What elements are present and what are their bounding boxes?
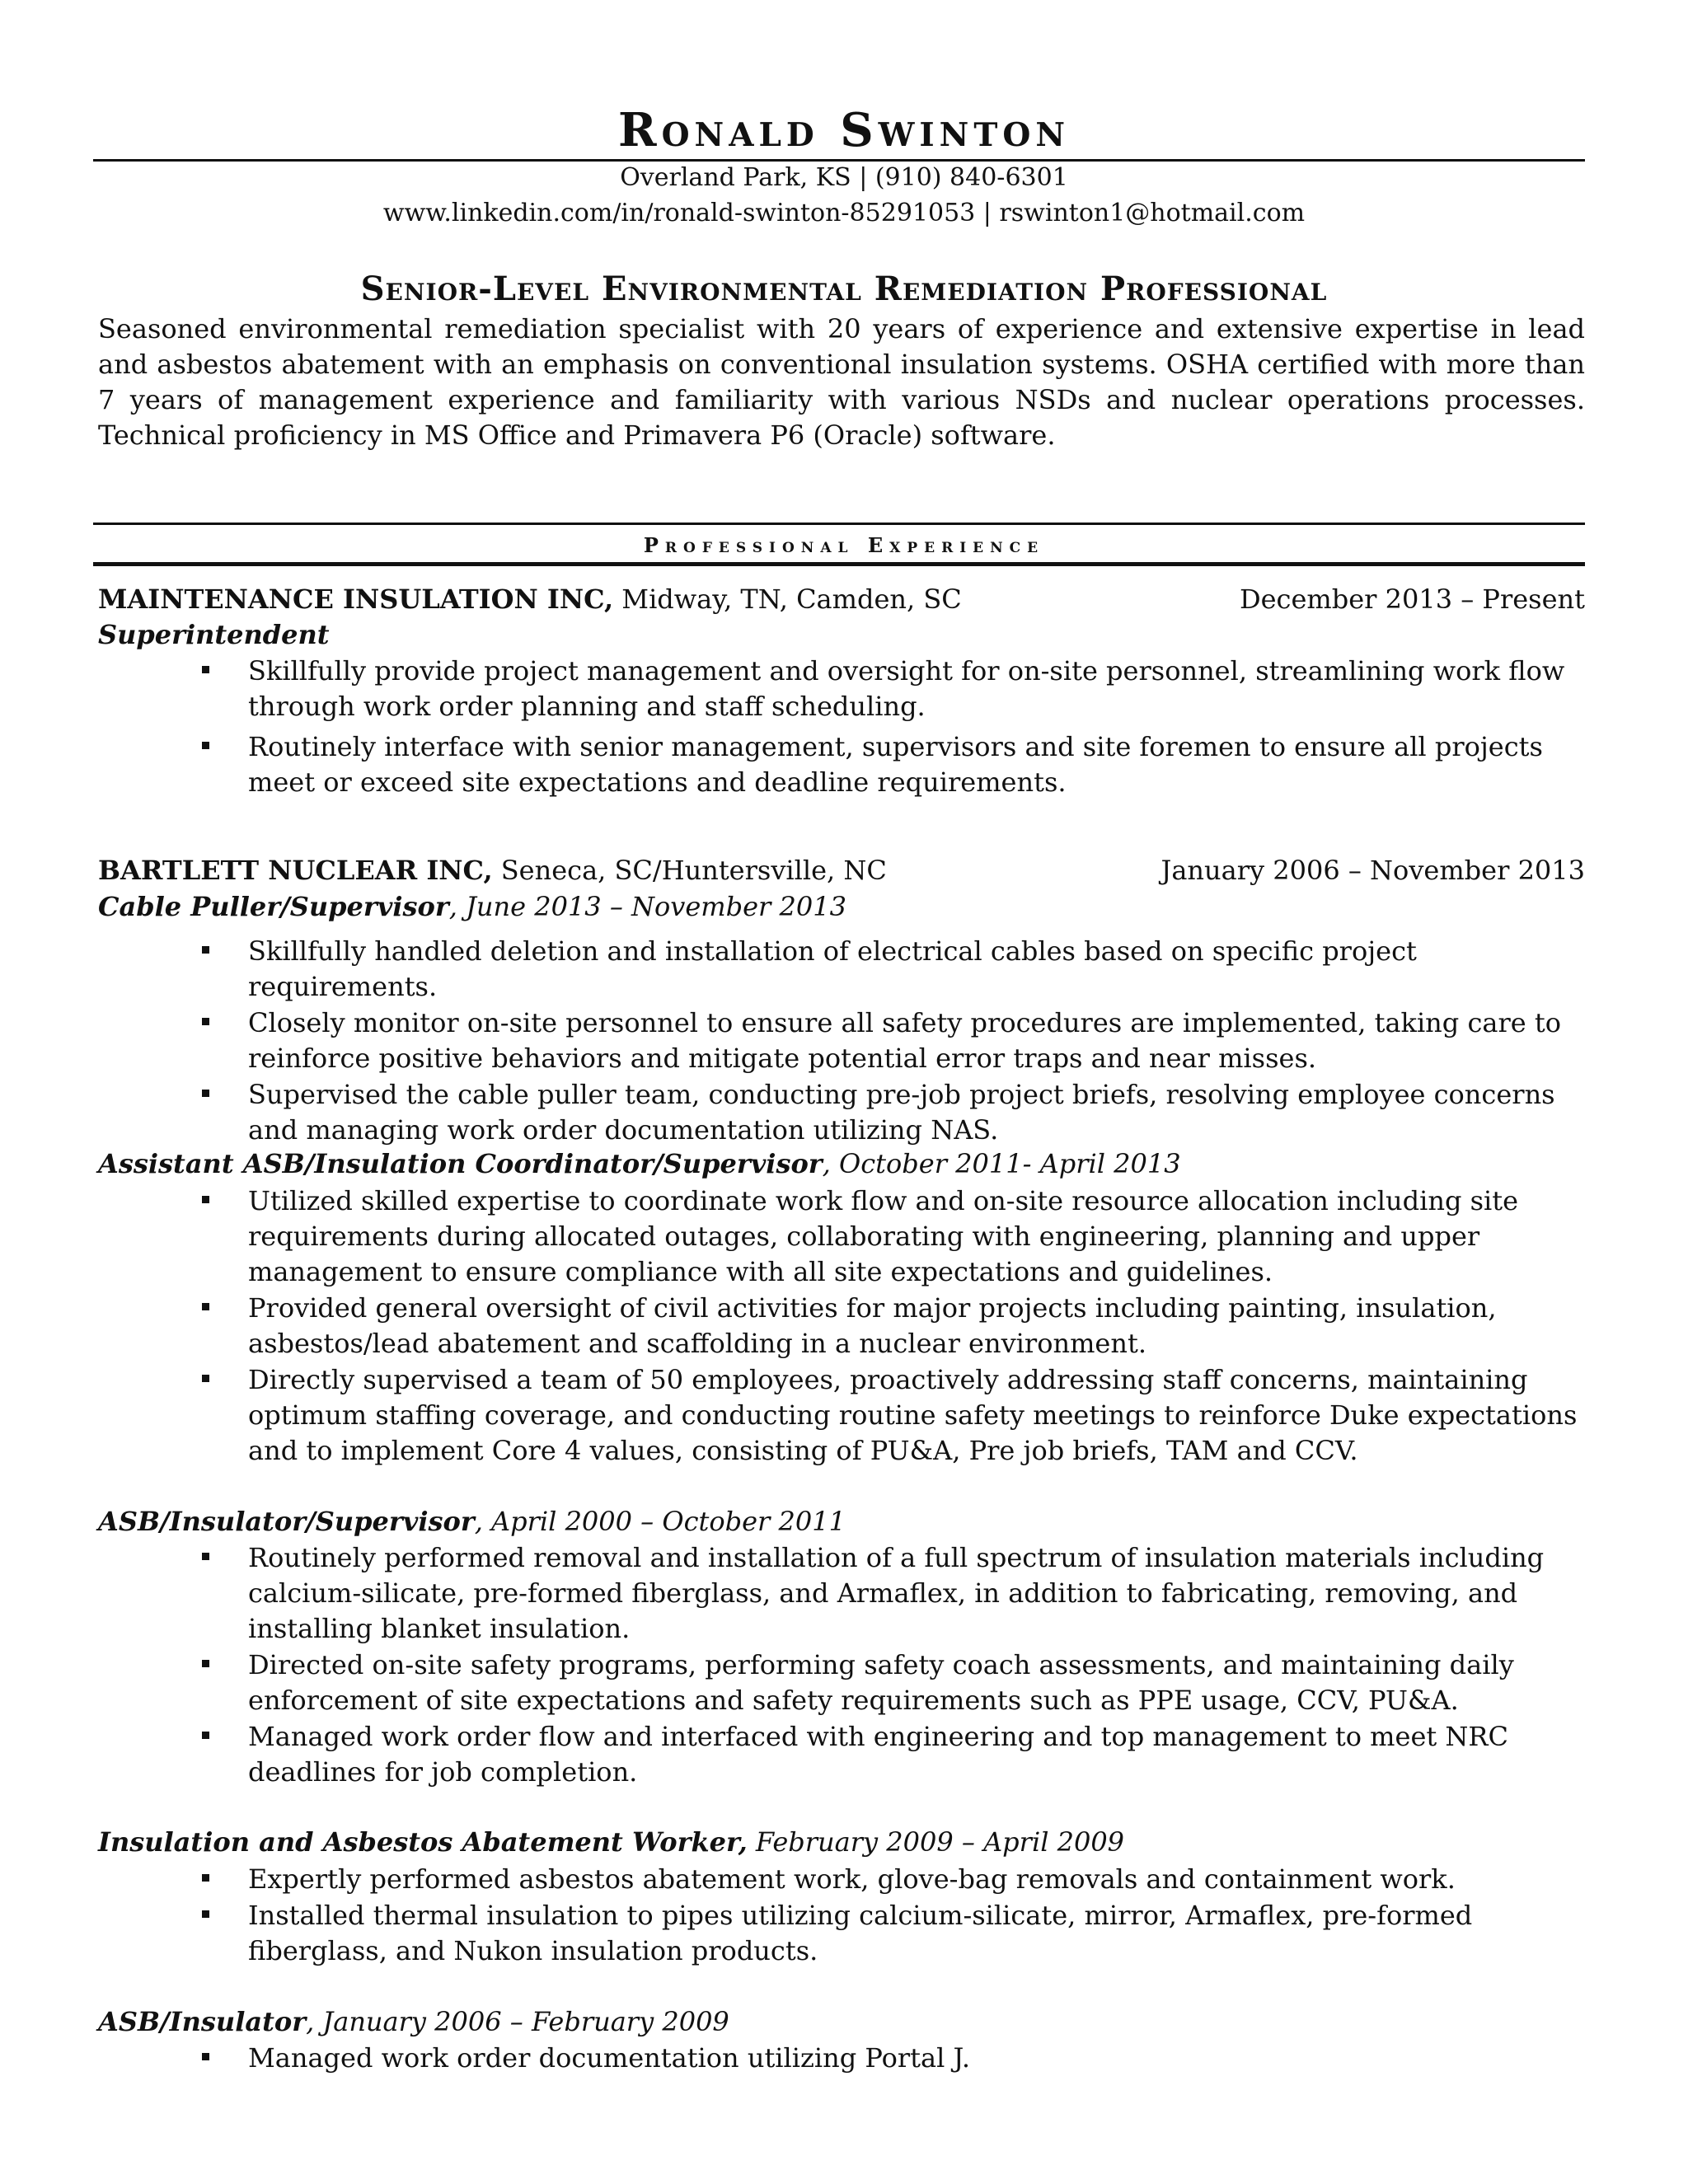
company-location: Seneca, SC/Huntersville, NC: [492, 855, 887, 886]
summary-paragraph: Seasoned environmental remediation specialist with 20 years of experience and extensive expertise in lead and asbestos abatement with an emphasis on conventional insulation systems. OSHA certified with more than 7 years of management experience and familiarity with various NSDs and nuclear operations processes. Technical proficiency in MS Office and Primavera P6 (Oracle) software.: [98, 313, 1585, 451]
list-item: Installed thermal insulation to pipes utilizing calcium-silicate, mirror, Armaflex, pre-formed fiberglass, and Nukon insulation products.: [248, 1898, 1587, 1969]
company-location: Midway, TN, Camden, SC: [613, 583, 962, 615]
role-name: Assistant ASB/Insulation Coordinator/Supervisor: [98, 1148, 823, 1179]
role-period: , June 2013 – November 2013: [448, 891, 846, 922]
job-header: [98, 853, 1585, 888]
role-title: [98, 889, 1585, 925]
bullet-list: [202, 2041, 1587, 2076]
list-item: Skillfully provide project management and oversight for on-site personnel, streamlining work flow through work order planning and staff scheduling.: [248, 654, 1587, 724]
job-dates: January 2006 – November 2013: [1160, 855, 1585, 886]
bullet-list: [202, 654, 1587, 800]
bullet-list: [202, 934, 1587, 1148]
role-period: , October 2011- April 2013: [822, 1148, 1181, 1179]
role-title: [98, 1146, 1585, 1182]
list-item: Routinely interface with senior management, supervisors and site foremen to ensure all projects meet or exceed site expectations and deadline requirements.: [248, 729, 1587, 800]
bullet-list: [202, 1183, 1587, 1469]
role-title: [98, 1504, 1585, 1540]
role-period: February 2009 – April 2009: [747, 1826, 1125, 1858]
company-name: MAINTENANCE INSULATION INC,: [98, 583, 614, 615]
list-item: Closely monitor on-site personnel to ensure all safety procedures are implemented, taking care to reinforce positive behaviors and mitigate potential error traps and near misses.: [248, 1005, 1587, 1076]
contact-line-location-phone: Overland Park, KS | (910) 840-6301: [620, 163, 1068, 192]
candidate-name: Ronald Swinton: [618, 103, 1070, 157]
role-name: Cable Puller/Supervisor: [98, 891, 449, 922]
section-rule-top: [93, 523, 1585, 525]
list-item: Utilized skilled expertise to coordinate work flow and on-site resource allocation including site requirements during allocated outages, collaborating with engineering, planning and upper management to ensure compliance with all site expectations and guidelines.: [248, 1183, 1587, 1290]
list-item: Supervised the cable puller team, conducting pre-job project briefs, resolving employee concerns and managing work order documentation utilizing NAS.: [248, 1077, 1587, 1148]
section-rule-bottom: [93, 562, 1585, 566]
role-title: [98, 617, 1585, 653]
list-item: Routinely performed removal and installation of a full spectrum of insulation materials including calcium-silicate, pre-formed fiberglass, and Armaflex, in addition to fabricating, removing, and installing blanket insulation.: [248, 1540, 1587, 1647]
job-header: [98, 582, 1585, 617]
role-name: Insulation and Asbestos Abatement Worker,: [98, 1826, 748, 1858]
role-period: , January 2006 – February 2009: [306, 2006, 729, 2037]
list-item: Managed work order flow and interfaced with engineering and top management to meet NRC deadlines for job completion.: [248, 1719, 1587, 1790]
list-item: Managed work order documentation utilizing Portal J.: [248, 2041, 1587, 2076]
job-dates: December 2013 – Present: [1239, 583, 1585, 615]
headline: Senior-Level Environmental Remediation Professional: [360, 269, 1328, 308]
header-divider: [93, 159, 1585, 162]
list-item: Directed on-site safety programs, performing safety coach assessments, and maintaining daily enforcement of site expectations and safety requirements such as PPE usage, CCV, PU&A.: [248, 1647, 1587, 1718]
list-item: Expertly performed asbestos abatement work, glove-bag removals and containment work.: [248, 1862, 1587, 1897]
list-item: Directly supervised a team of 50 employees, proactively addressing staff concerns, maintaining optimum staffing coverage, and conducting routine safety meetings to reinforce Duke expectations and to implement Core 4 values, consisting of PU&A, Pre job briefs, TAM and CCV.: [248, 1362, 1587, 1469]
section-title-experience: Professional Experience: [643, 533, 1045, 557]
company-name: BARTLETT NUCLEAR INC,: [98, 855, 493, 886]
contact-line-linkedin-email: www.linkedin.com/in/ronald-swinton-85291053 | rswinton1@hotmail.com: [382, 199, 1306, 227]
bullet-list: [202, 1540, 1587, 1790]
role-period: , April 2000 – October 2011: [474, 1506, 846, 1537]
role-name: ASB/Insulator/Supervisor: [98, 1506, 475, 1537]
role-name: ASB/Insulator: [98, 2006, 307, 2037]
role-name: Superintendent: [98, 619, 330, 650]
role-title: [98, 1825, 1585, 1860]
list-item: Skillfully handled deletion and installation of electrical cables based on specific project requirements.: [248, 934, 1587, 1005]
list-item: Provided general oversight of civil activities for major projects including painting, insulation, asbestos/lead abatement and scaffolding in a nuclear environment.: [248, 1291, 1587, 1361]
bullet-list: [202, 1862, 1587, 1969]
role-title: [98, 2004, 1585, 2040]
